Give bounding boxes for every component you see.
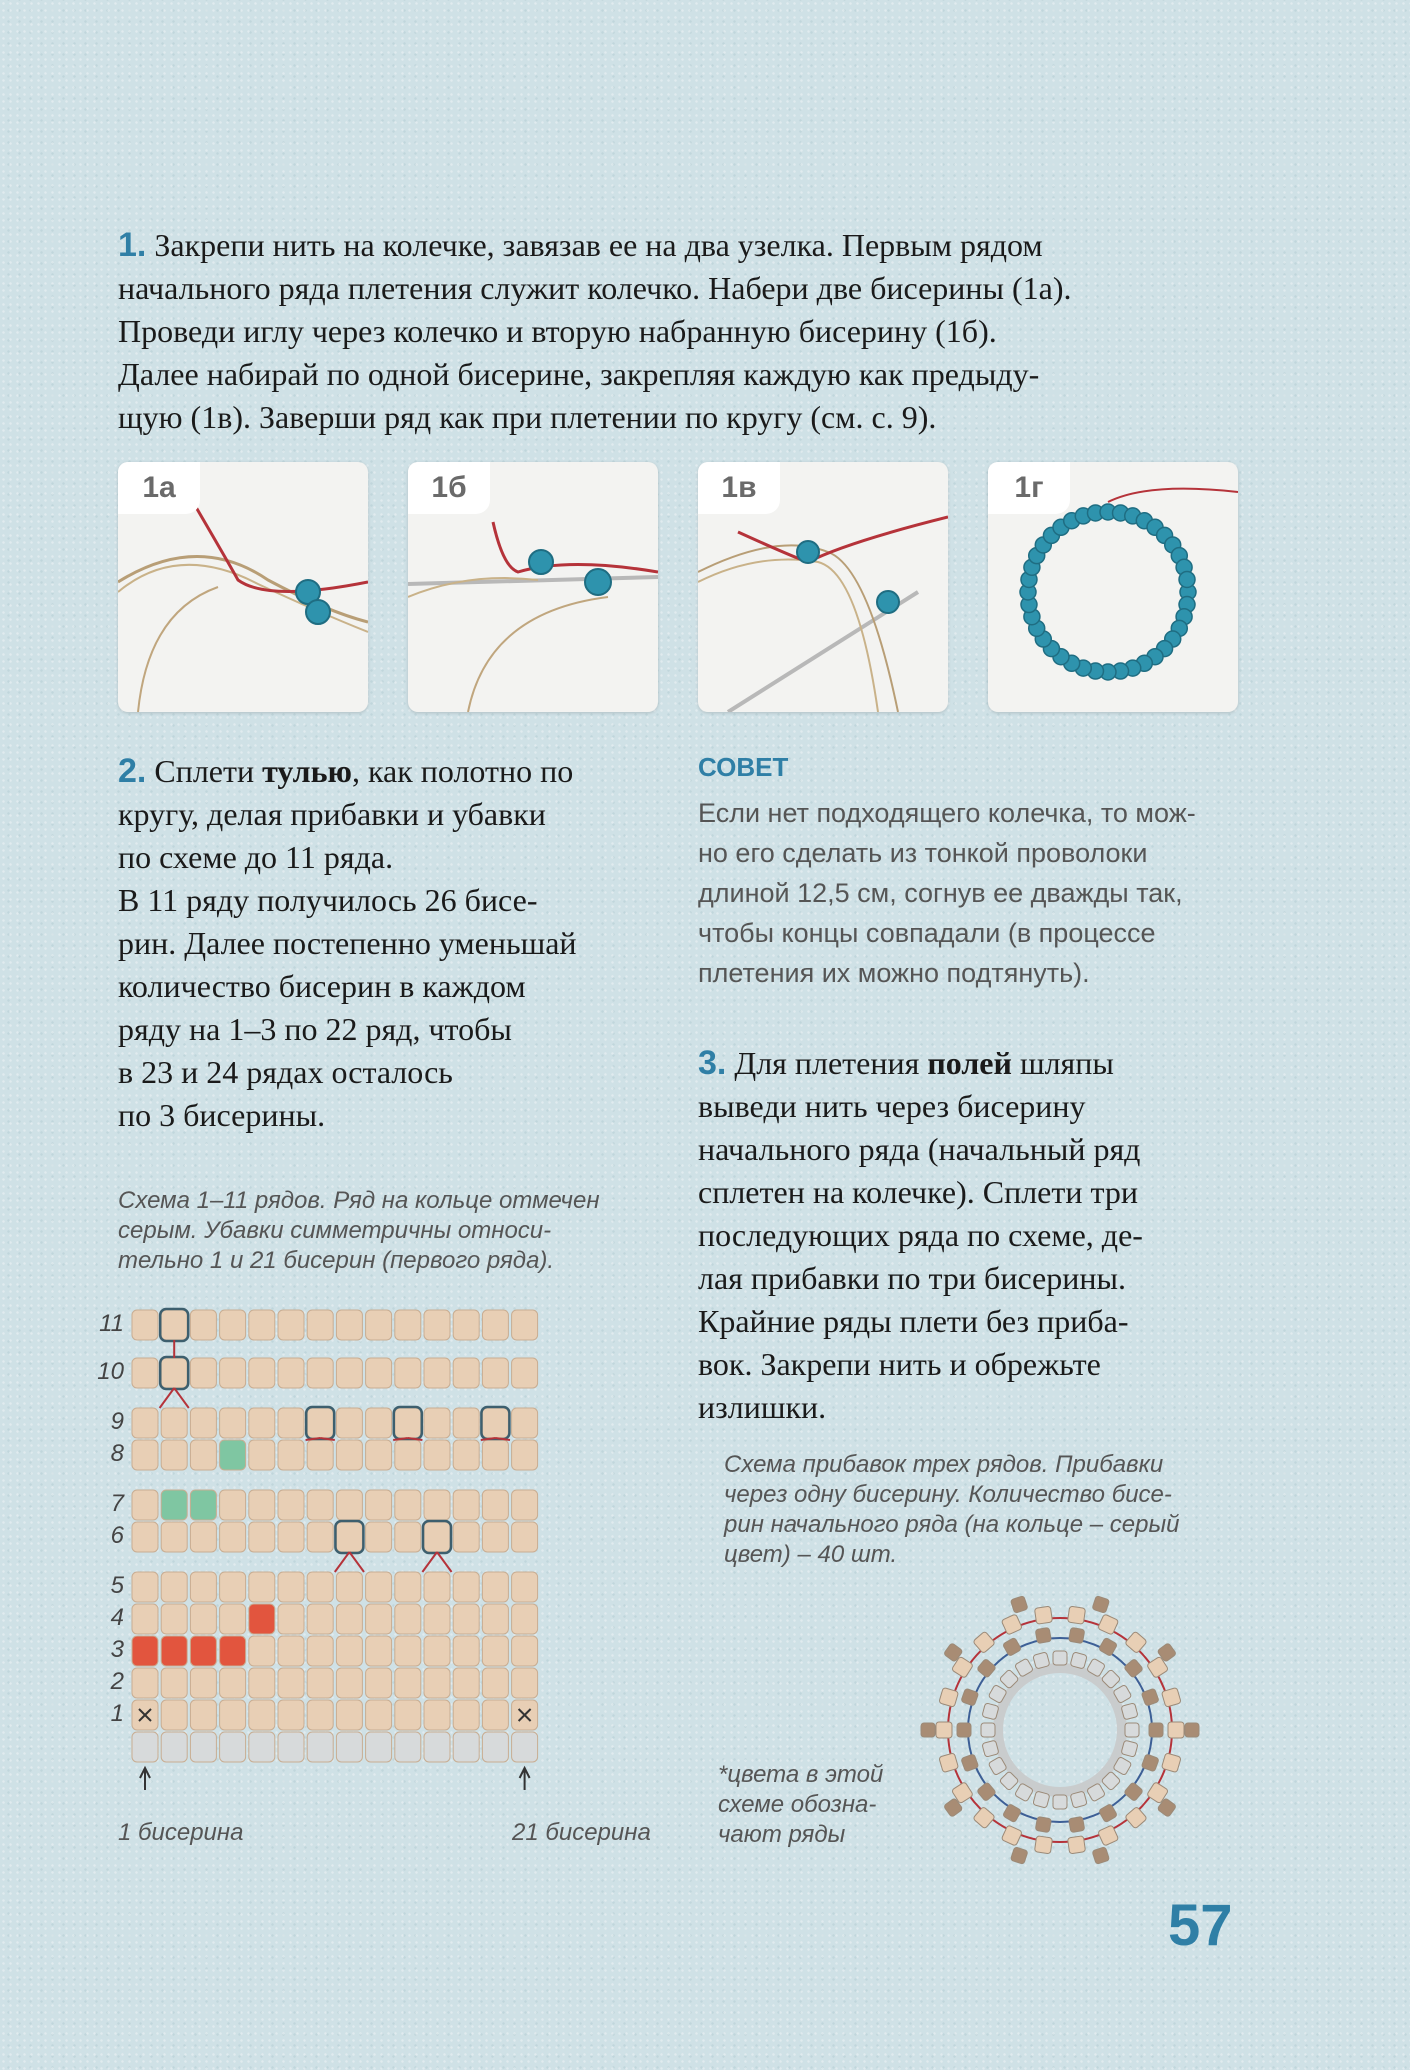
row3-bead: [1185, 1723, 1199, 1737]
bead: [249, 1668, 275, 1698]
row2-bead: [1034, 1836, 1052, 1854]
bead: [336, 1700, 362, 1730]
bead: [307, 1440, 333, 1470]
row2-bead: [1125, 1806, 1148, 1829]
bead: [395, 1668, 421, 1698]
row1-bead: [977, 1782, 997, 1802]
bead: [249, 1636, 275, 1666]
bead: [482, 1636, 508, 1666]
row1-bead: [957, 1723, 971, 1737]
tip-title: СОВЕТ: [698, 752, 789, 782]
bead: [366, 1732, 392, 1762]
bead: [249, 1440, 275, 1470]
bead: [453, 1700, 479, 1730]
bead: [366, 1310, 392, 1340]
scheme-left: [120, 1300, 680, 1790]
row1-bead: [1124, 1782, 1144, 1802]
bead: [512, 1358, 538, 1388]
row1-bead: [1069, 1816, 1085, 1832]
step2-line-6: количество бисерин в каждом: [118, 968, 526, 1004]
bead: [366, 1358, 392, 1388]
row2-bead: [1034, 1606, 1052, 1624]
bead: [132, 1572, 158, 1602]
bead: [453, 1668, 479, 1698]
bead: [307, 1490, 333, 1520]
bead: [161, 1636, 187, 1666]
bead: [336, 1522, 362, 1552]
bead: [395, 1490, 421, 1520]
bead: [132, 1636, 158, 1666]
bead: [395, 1604, 421, 1634]
scheme-caption-left: [118, 1186, 678, 1276]
step2-line-5: рин. Далее постепенно уменьшай: [118, 925, 577, 961]
bead: [220, 1668, 246, 1698]
bead: [453, 1490, 479, 1520]
step1-line-2: начального ряда плетения служит колечко. Набери две бисерины (1а).: [118, 270, 1072, 306]
step2-line-9: по 3 бисерины.: [118, 1097, 326, 1133]
bead: [161, 1490, 187, 1520]
tip-line-1: Если нет подходящего колечка, то мож-: [698, 798, 1196, 828]
row2-bead: [936, 1722, 952, 1738]
tip-box: [698, 752, 1258, 993]
ring-bead: [1070, 1791, 1087, 1808]
row1-bead: [1124, 1658, 1144, 1678]
row2-bead: [973, 1631, 996, 1654]
bead: [366, 1700, 392, 1730]
bead: [453, 1310, 479, 1340]
row2-bead: [1168, 1722, 1184, 1738]
bead: [220, 1700, 246, 1730]
row-label: 5: [110, 1572, 124, 1599]
bead: [453, 1408, 479, 1438]
bead: [132, 1490, 158, 1520]
step3-text: [698, 1042, 1258, 1429]
photo-1g-tag: 1г: [988, 462, 1070, 514]
bead: [161, 1408, 187, 1438]
bead: [132, 1732, 158, 1762]
bead: [366, 1636, 392, 1666]
step2-line-1-bold: тулью: [262, 753, 352, 789]
row-label: 2: [110, 1668, 124, 1695]
photo-1b: [408, 462, 658, 712]
step1-line-4: Далее набирай по одной бисерине, закрепляя каждую как предыду-: [118, 356, 1040, 392]
bead: [395, 1572, 421, 1602]
bead: [395, 1310, 421, 1340]
bead: [161, 1668, 187, 1698]
bead: [482, 1700, 508, 1730]
color-note-line-3: чают ряды: [718, 1821, 846, 1848]
bead: [395, 1408, 421, 1438]
bead: [482, 1522, 508, 1552]
tip-line-3: длиной 12,5 см, согнув ее дважды так,: [698, 878, 1183, 908]
page-number: 57: [1168, 1893, 1233, 1958]
bead: [424, 1604, 450, 1634]
center-ring: [998, 1668, 1122, 1792]
bead: [482, 1732, 508, 1762]
bead: [336, 1490, 362, 1520]
tip-line-4: чтобы концы совпадали (в процессе: [698, 918, 1156, 948]
bead: [424, 1358, 450, 1388]
bead: [336, 1310, 362, 1340]
bead: [161, 1522, 187, 1552]
bead: [336, 1408, 362, 1438]
ring-bead: [982, 1703, 999, 1720]
bead: [424, 1636, 450, 1666]
bead: [161, 1700, 187, 1730]
row3-bead: [1010, 1596, 1028, 1614]
thread-line: [335, 1552, 350, 1572]
bead: [482, 1572, 508, 1602]
bead: [453, 1358, 479, 1388]
bead: [453, 1572, 479, 1602]
row2-bead: [1125, 1631, 1148, 1654]
bead: [336, 1440, 362, 1470]
ring-bead: [1179, 571, 1195, 587]
row-label: 10: [97, 1358, 124, 1385]
row-label: 7: [110, 1490, 124, 1517]
row1-bead: [1035, 1816, 1051, 1832]
bead: [220, 1604, 246, 1634]
step3-line-9: излишки.: [698, 1389, 827, 1425]
caption-left-line-2: серым. Убавки симметричны относи-: [118, 1217, 552, 1244]
bead: [161, 1572, 187, 1602]
row1-bead: [1098, 1637, 1117, 1656]
bead: [482, 1440, 508, 1470]
bead: [395, 1700, 421, 1730]
bead: [482, 1668, 508, 1698]
row1-bead: [1035, 1627, 1051, 1643]
ring-bead: [982, 1740, 999, 1757]
row3-bead: [921, 1723, 935, 1737]
row2-bead: [973, 1806, 996, 1829]
bead: [307, 1636, 333, 1666]
row1-bead: [1069, 1627, 1085, 1643]
bead: [512, 1636, 538, 1666]
bead: [307, 1358, 333, 1388]
color-note: [718, 1760, 918, 1850]
bead: [132, 1408, 158, 1438]
step3-line-7: Крайние ряды плети без приба-: [698, 1303, 1129, 1339]
row1-bead: [1002, 1637, 1021, 1656]
bead: [220, 1490, 246, 1520]
photo-1b-tag: 1б: [408, 462, 490, 514]
bead: [366, 1440, 392, 1470]
bead: [220, 1732, 246, 1762]
row3-bead: [1092, 1596, 1110, 1614]
ring-bead: [981, 1723, 995, 1737]
step1-line-1: Закрепи нить на колечке, завязав ее на два узелка. Первым рядом: [154, 227, 1043, 263]
row1-bead: [1098, 1804, 1117, 1823]
bead: [132, 1668, 158, 1698]
bead: [249, 1700, 275, 1730]
bead: [220, 1408, 246, 1438]
ring-bead: [1125, 1723, 1139, 1737]
bead: [190, 1440, 216, 1470]
thread-line: [160, 1388, 175, 1408]
bead: [220, 1572, 246, 1602]
bead: [512, 1572, 538, 1602]
photo-1v: [698, 462, 948, 712]
bead: [366, 1604, 392, 1634]
bead: [278, 1668, 304, 1698]
caption-left-line-3: тельно 1 и 21 бисерин (первого ряда).: [118, 1247, 555, 1274]
caption-right-line-2: через одну бисерину. Количество бисе-: [724, 1481, 1172, 1508]
color-note-line-1: *цвета в этой: [718, 1761, 884, 1788]
bead: [278, 1522, 304, 1552]
row2-bead: [1067, 1606, 1085, 1624]
label-last-bead: 21 бисерина: [512, 1819, 651, 1846]
bead: [278, 1358, 304, 1388]
bead: [453, 1732, 479, 1762]
bead: [278, 1732, 304, 1762]
bead: [424, 1310, 450, 1340]
bead: [190, 1604, 216, 1634]
row-label: 8: [110, 1440, 124, 1467]
bead: [307, 1604, 333, 1634]
bead: [278, 1636, 304, 1666]
bead: [336, 1732, 362, 1762]
bead: [453, 1636, 479, 1666]
bead: [278, 1310, 304, 1340]
bead: [161, 1604, 187, 1634]
bead: [132, 1522, 158, 1552]
bead: [278, 1440, 304, 1470]
photo-1a: [118, 462, 368, 712]
step1-number: 1.: [118, 226, 147, 264]
bead: [307, 1408, 333, 1438]
bead: [424, 1700, 450, 1730]
ring-bead: [1033, 1791, 1050, 1808]
row1-bead: [977, 1658, 997, 1678]
bead: [307, 1310, 333, 1340]
step1-line-3: Проведи иглу через колечко и вторую набранную бисерину (1б).: [118, 313, 997, 349]
step3-line-2: выведи нить через бисерину: [698, 1088, 1086, 1124]
bead: [249, 1490, 275, 1520]
row-label: 11: [99, 1310, 124, 1337]
bead: [395, 1358, 421, 1388]
step2-line-8: в 23 и 24 рядах осталось: [118, 1054, 453, 1090]
bead: [307, 1700, 333, 1730]
bead: [278, 1572, 304, 1602]
bead: [512, 1310, 538, 1340]
label-first-bead: 1 бисерина: [118, 1819, 244, 1846]
bead: [482, 1358, 508, 1388]
step3-line-8: вок. Закрепи нить и обрежьте: [698, 1346, 1101, 1382]
bead: [249, 1732, 275, 1762]
bead: [366, 1408, 392, 1438]
ring-bead: [1121, 1740, 1138, 1757]
bead: [512, 1522, 538, 1552]
bead: [307, 1572, 333, 1602]
bead: [482, 1408, 508, 1438]
bead: [366, 1572, 392, 1602]
bead: [220, 1522, 246, 1552]
bead: [249, 1358, 275, 1388]
tip-text: [698, 793, 1258, 993]
bead: [220, 1358, 246, 1388]
row3-bead: [1092, 1847, 1110, 1865]
bead: [190, 1700, 216, 1730]
bead: [132, 1604, 158, 1634]
bead: [278, 1490, 304, 1520]
bead: [336, 1668, 362, 1698]
step3-line-6: лая прибавки по три бисерины.: [698, 1260, 1126, 1296]
thread-line: [437, 1552, 452, 1572]
bead: [395, 1732, 421, 1762]
bead: [307, 1732, 333, 1762]
bead: [190, 1522, 216, 1552]
bead: [132, 1440, 158, 1470]
row1-bead: [1002, 1804, 1021, 1823]
bead: [190, 1732, 216, 1762]
bead: [190, 1668, 216, 1698]
bead: [336, 1572, 362, 1602]
arrow-up: [140, 1768, 150, 1790]
bead: [190, 1490, 216, 1520]
step2-line-4: В 11 ряду получилось 26 бисе-: [118, 882, 538, 918]
bead: [512, 1732, 538, 1762]
bead: [249, 1522, 275, 1552]
row1-bead: [1149, 1723, 1163, 1737]
bead: [395, 1440, 421, 1470]
step3-number: 3.: [698, 1044, 727, 1082]
caption-right-line-3: рин начального ряда (на кольце – серый: [724, 1511, 1180, 1538]
bead: [453, 1522, 479, 1552]
bead: [249, 1310, 275, 1340]
photo-1g: [988, 462, 1238, 712]
row-label: 9: [110, 1408, 124, 1435]
bead: [366, 1522, 392, 1552]
ring-bead: [1121, 1703, 1138, 1720]
row-label: 6: [110, 1522, 124, 1549]
ring-bead: [1053, 1795, 1067, 1809]
bead: [482, 1310, 508, 1340]
bead: [132, 1310, 158, 1340]
bead: [249, 1408, 275, 1438]
ring-bead: [1070, 1652, 1087, 1669]
caption-right-line-4: цвет) – 40 шт.: [724, 1541, 898, 1568]
bead: [424, 1668, 450, 1698]
bead: [424, 1522, 450, 1552]
bead: [190, 1636, 216, 1666]
step2-line-2: кругу, делая прибавки и убавки: [118, 796, 546, 832]
photo-1v-tag: 1в: [698, 462, 780, 514]
bead: [249, 1572, 275, 1602]
step1-text: [118, 224, 1278, 439]
bead: [482, 1604, 508, 1634]
step3-line-1c: шляпы: [1011, 1045, 1114, 1081]
bead: [307, 1668, 333, 1698]
bead: [366, 1668, 392, 1698]
bead: [278, 1408, 304, 1438]
row3-bead: [1010, 1847, 1028, 1865]
caption-left-line-1: Схема 1–11 рядов. Ряд на кольце отмечен: [118, 1187, 600, 1214]
step3-line-1a: Для плетения: [734, 1045, 928, 1081]
bead: [336, 1636, 362, 1666]
bead: [161, 1732, 187, 1762]
step3-line-1-bold: полей: [927, 1045, 1012, 1081]
step2-text: [118, 750, 678, 1137]
bead: [482, 1490, 508, 1520]
photo-1a-tag: 1а: [118, 462, 200, 514]
step2-line-1a: Сплети: [154, 753, 263, 789]
bead: [220, 1440, 246, 1470]
arrow-up: [520, 1768, 530, 1790]
bead: [278, 1604, 304, 1634]
bead: [249, 1604, 275, 1634]
bead: [395, 1522, 421, 1552]
ring-bead: [1053, 1651, 1067, 1665]
bead: [424, 1732, 450, 1762]
tip-line-5: плетения их можно подтянуть).: [698, 958, 1090, 988]
step3-line-3: начального ряда (начальный ряд: [698, 1131, 1141, 1167]
bead: [190, 1408, 216, 1438]
bead: [336, 1604, 362, 1634]
thread-line: [174, 1388, 189, 1408]
bead: [161, 1440, 187, 1470]
step2-line-1c: , как полотно по: [351, 753, 574, 789]
step2-number: 2.: [118, 752, 147, 790]
bead: [220, 1310, 246, 1340]
bead: [453, 1604, 479, 1634]
bead: [336, 1358, 362, 1388]
scheme-caption-right: [724, 1450, 1264, 1570]
row-label: 1: [110, 1700, 124, 1727]
bead: [424, 1572, 450, 1602]
row-label: 3: [110, 1636, 124, 1663]
row-label: 4: [110, 1604, 124, 1631]
step3-line-5: последующих ряда по схеме, де-: [698, 1217, 1143, 1253]
bead: [395, 1636, 421, 1666]
tip-line-2: но его сделать из тонкой проволоки: [698, 838, 1148, 868]
bead: [512, 1668, 538, 1698]
step2-line-3: по схеме до 11 ряда.: [118, 839, 394, 875]
step1-line-5: щую (1в). Заверши ряд как при плетении по кругу (см. с. 9).: [118, 399, 937, 435]
bead: [512, 1440, 538, 1470]
bead: [161, 1358, 187, 1388]
thread-line: [422, 1552, 437, 1572]
step2-line-7: ряду на 1–3 по 22 ряд, чтобы: [118, 1011, 512, 1047]
bead: [424, 1490, 450, 1520]
bead: [512, 1408, 538, 1438]
bead: [161, 1310, 187, 1340]
bead: [424, 1408, 450, 1438]
bead: [190, 1572, 216, 1602]
bead: [512, 1490, 538, 1520]
step3-line-4: сплетен на колечке). Сплети три: [698, 1174, 1138, 1210]
bead: [307, 1522, 333, 1552]
bead: [278, 1700, 304, 1730]
bead: [190, 1310, 216, 1340]
bead: [220, 1636, 246, 1666]
caption-right-line-1: Схема прибавок трех рядов. Прибавки: [724, 1451, 1164, 1478]
bead: [366, 1490, 392, 1520]
bead: [424, 1440, 450, 1470]
bead: [132, 1358, 158, 1388]
row2-bead: [1067, 1836, 1085, 1854]
bead: [190, 1358, 216, 1388]
ring-bead: [1033, 1652, 1050, 1669]
color-note-line-2: схеме обозна-: [718, 1791, 877, 1818]
scheme-right: [900, 1590, 1220, 1870]
bead: [453, 1440, 479, 1470]
bead: [512, 1604, 538, 1634]
thread-line: [349, 1552, 364, 1572]
